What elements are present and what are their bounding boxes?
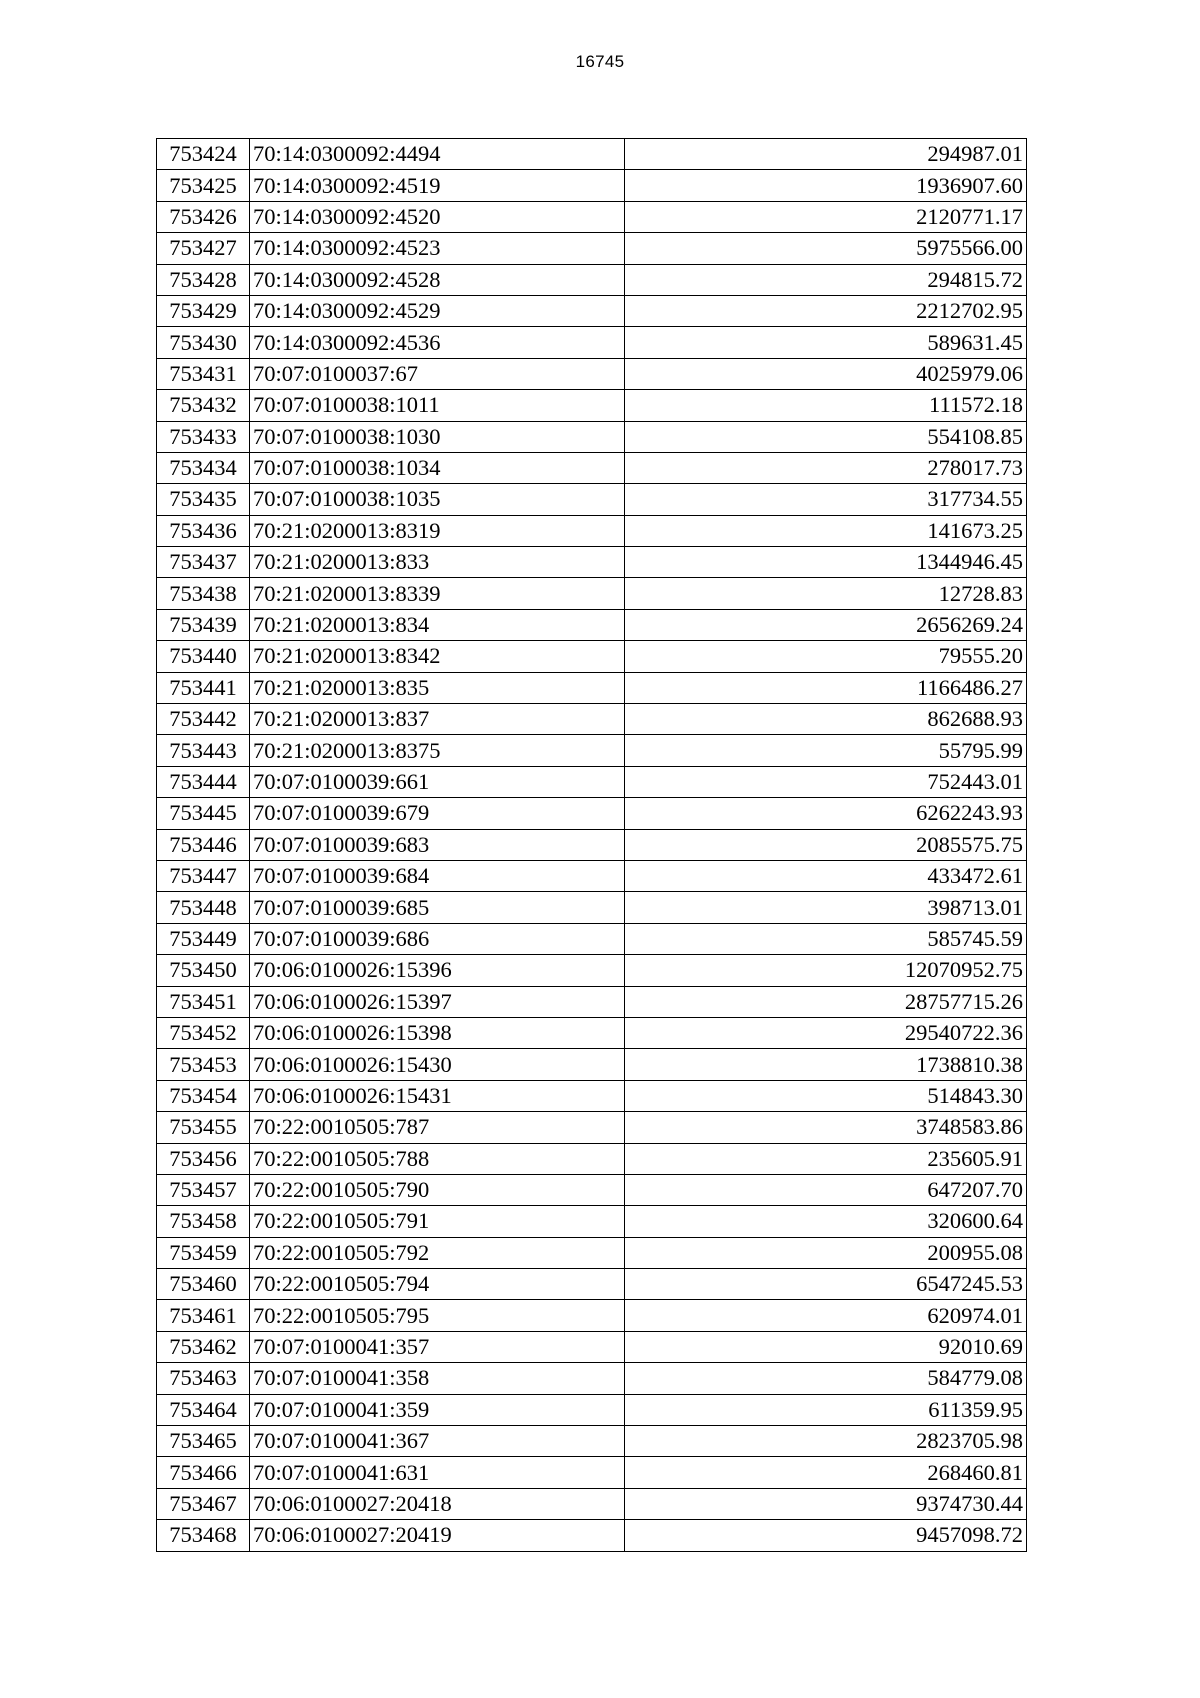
row-number-cell: 753426 (157, 201, 250, 232)
cadastral-number-cell: 70:06:0100027:20419 (250, 1520, 625, 1551)
cadastral-number-cell: 70:22:0010505:791 (250, 1206, 625, 1237)
row-number-cell: 753435 (157, 484, 250, 515)
table-row (157, 452, 1027, 483)
table-row (157, 170, 1027, 201)
row-number-cell: 753459 (157, 1237, 250, 1268)
row-number-cell: 753451 (157, 986, 250, 1017)
cadastral-value-cell: 79555.20 (625, 641, 1027, 672)
row-number-cell: 753450 (157, 955, 250, 986)
cadastral-number-cell: 70:22:0010505:790 (250, 1174, 625, 1205)
row-number-cell: 753448 (157, 892, 250, 923)
table-row (157, 233, 1027, 264)
table-row (157, 547, 1027, 578)
cadastral-number-cell: 70:07:0100037:67 (250, 358, 625, 389)
table-row (157, 766, 1027, 797)
cadastral-value-cell: 294987.01 (625, 139, 1027, 170)
row-number-cell: 753446 (157, 829, 250, 860)
cadastral-value-cell: 2085575.75 (625, 829, 1027, 860)
row-number-cell: 753460 (157, 1269, 250, 1300)
cadastral-number-cell: 70:06:0100027:20418 (250, 1488, 625, 1519)
row-number-cell: 753456 (157, 1143, 250, 1174)
table-row (157, 295, 1027, 326)
cadastral-number-cell: 70:21:0200013:833 (250, 547, 625, 578)
table-row (157, 1017, 1027, 1048)
cadastral-value-cell: 4025979.06 (625, 358, 1027, 389)
table-row (157, 923, 1027, 954)
cadastral-number-cell: 70:14:0300092:4519 (250, 170, 625, 201)
row-number-cell: 753436 (157, 515, 250, 546)
cadastral-value-cell: 1936907.60 (625, 170, 1027, 201)
row-number-cell: 753429 (157, 295, 250, 326)
cadastral-number-cell: 70:14:0300092:4536 (250, 327, 625, 358)
table-row (157, 327, 1027, 358)
cadastral-value-cell: 2212702.95 (625, 295, 1027, 326)
table-body (157, 139, 1027, 1552)
table-row (157, 1174, 1027, 1205)
table-row (157, 139, 1027, 170)
table-row (157, 1206, 1027, 1237)
cadastral-number-cell: 70:14:0300092:4520 (250, 201, 625, 232)
table-row (157, 609, 1027, 640)
table-row (157, 1394, 1027, 1425)
row-number-cell: 753428 (157, 264, 250, 295)
cadastral-value-cell: 268460.81 (625, 1457, 1027, 1488)
cadastral-value-cell: 12070952.75 (625, 955, 1027, 986)
table-row (157, 672, 1027, 703)
cadastral-number-cell: 70:07:0100039:683 (250, 829, 625, 860)
cadastral-number-cell: 70:07:0100038:1034 (250, 452, 625, 483)
cadastral-number-cell: 70:07:0100041:359 (250, 1394, 625, 1425)
table-row (157, 641, 1027, 672)
cadastral-value-cell: 611359.95 (625, 1394, 1027, 1425)
cadastral-value-cell: 111572.18 (625, 390, 1027, 421)
table-row (157, 1112, 1027, 1143)
cadastral-value-cell: 2823705.98 (625, 1426, 1027, 1457)
row-number-cell: 753430 (157, 327, 250, 358)
cadastral-value-cell: 317734.55 (625, 484, 1027, 515)
row-number-cell: 753449 (157, 923, 250, 954)
table-row (157, 1080, 1027, 1111)
table-row (157, 358, 1027, 389)
row-number-cell: 753433 (157, 421, 250, 452)
table-row (157, 1143, 1027, 1174)
row-number-cell: 753467 (157, 1488, 250, 1519)
row-number-cell: 753461 (157, 1300, 250, 1331)
row-number-cell: 753455 (157, 1112, 250, 1143)
cadastral-number-cell: 70:07:0100038:1035 (250, 484, 625, 515)
cadastral-value-cell: 620974.01 (625, 1300, 1027, 1331)
cadastral-value-cell: 12728.83 (625, 578, 1027, 609)
cadastral-value-cell: 647207.70 (625, 1174, 1027, 1205)
table-row (157, 201, 1027, 232)
row-number-cell: 753457 (157, 1174, 250, 1205)
cadastral-value-cell: 9374730.44 (625, 1488, 1027, 1519)
cadastral-number-cell: 70:22:0010505:794 (250, 1269, 625, 1300)
row-number-cell: 753440 (157, 641, 250, 672)
cadastral-value-table (156, 138, 1027, 1552)
row-number-cell: 753431 (157, 358, 250, 389)
cadastral-value-cell: 2120771.17 (625, 201, 1027, 232)
table-row (157, 955, 1027, 986)
cadastral-number-cell: 70:07:0100039:686 (250, 923, 625, 954)
table-row (157, 421, 1027, 452)
cadastral-number-cell: 70:06:0100026:15431 (250, 1080, 625, 1111)
row-number-cell: 753453 (157, 1049, 250, 1080)
cadastral-number-cell: 70:21:0200013:834 (250, 609, 625, 640)
table-row (157, 735, 1027, 766)
table-row (157, 1457, 1027, 1488)
table-row (157, 515, 1027, 546)
row-number-cell: 753452 (157, 1017, 250, 1048)
row-number-cell: 753447 (157, 860, 250, 891)
row-number-cell: 753442 (157, 704, 250, 735)
cadastral-number-cell: 70:22:0010505:795 (250, 1300, 625, 1331)
table-row (157, 578, 1027, 609)
row-number-cell: 753425 (157, 170, 250, 201)
cadastral-number-cell: 70:07:0100039:661 (250, 766, 625, 797)
table-row (157, 1049, 1027, 1080)
cadastral-value-cell: 433472.61 (625, 860, 1027, 891)
cadastral-number-cell: 70:14:0300092:4528 (250, 264, 625, 295)
cadastral-number-cell: 70:07:0100039:679 (250, 798, 625, 829)
cadastral-value-cell: 294815.72 (625, 264, 1027, 295)
cadastral-value-cell: 585745.59 (625, 923, 1027, 954)
table-row (157, 484, 1027, 515)
row-number-cell: 753462 (157, 1331, 250, 1362)
row-number-cell: 753464 (157, 1394, 250, 1425)
cadastral-number-cell: 70:06:0100026:15398 (250, 1017, 625, 1048)
cadastral-value-cell: 55795.99 (625, 735, 1027, 766)
cadastral-number-cell: 70:06:0100026:15397 (250, 986, 625, 1017)
cadastral-number-cell: 70:14:0300092:4494 (250, 139, 625, 170)
cadastral-value-cell: 200955.08 (625, 1237, 1027, 1268)
cadastral-number-cell: 70:14:0300092:4529 (250, 295, 625, 326)
cadastral-value-cell: 235605.91 (625, 1143, 1027, 1174)
cadastral-value-cell: 589631.45 (625, 327, 1027, 358)
table-row (157, 1237, 1027, 1268)
cadastral-number-cell: 70:06:0100026:15430 (250, 1049, 625, 1080)
row-number-cell: 753468 (157, 1520, 250, 1551)
table-row (157, 860, 1027, 891)
cadastral-number-cell: 70:22:0010505:792 (250, 1237, 625, 1268)
cadastral-value-cell: 320600.64 (625, 1206, 1027, 1237)
table-row (157, 1269, 1027, 1300)
row-number-cell: 753427 (157, 233, 250, 264)
cadastral-number-cell: 70:21:0200013:8342 (250, 641, 625, 672)
row-number-cell: 753441 (157, 672, 250, 703)
cadastral-number-cell: 70:21:0200013:8375 (250, 735, 625, 766)
cadastral-value-cell: 28757715.26 (625, 986, 1027, 1017)
cadastral-value-cell: 584779.08 (625, 1363, 1027, 1394)
row-number-cell: 753424 (157, 139, 250, 170)
row-number-cell: 753466 (157, 1457, 250, 1488)
table-row (157, 798, 1027, 829)
cadastral-number-cell: 70:21:0200013:837 (250, 704, 625, 735)
cadastral-number-cell: 70:22:0010505:788 (250, 1143, 625, 1174)
cadastral-value-cell: 29540722.36 (625, 1017, 1027, 1048)
row-number-cell: 753465 (157, 1426, 250, 1457)
row-number-cell: 753434 (157, 452, 250, 483)
cadastral-number-cell: 70:06:0100026:15396 (250, 955, 625, 986)
cadastral-value-cell: 141673.25 (625, 515, 1027, 546)
table-row (157, 704, 1027, 735)
cadastral-number-cell: 70:07:0100039:684 (250, 860, 625, 891)
table-row (157, 829, 1027, 860)
cadastral-number-cell: 70:07:0100039:685 (250, 892, 625, 923)
row-number-cell: 753432 (157, 390, 250, 421)
row-number-cell: 753445 (157, 798, 250, 829)
cadastral-value-cell: 398713.01 (625, 892, 1027, 923)
table-row (157, 1426, 1027, 1457)
cadastral-number-cell: 70:22:0010505:787 (250, 1112, 625, 1143)
cadastral-value-cell: 554108.85 (625, 421, 1027, 452)
cadastral-value-cell: 6547245.53 (625, 1269, 1027, 1300)
cadastral-value-cell: 278017.73 (625, 452, 1027, 483)
cadastral-value-cell: 6262243.93 (625, 798, 1027, 829)
cadastral-value-cell: 1738810.38 (625, 1049, 1027, 1080)
row-number-cell: 753439 (157, 609, 250, 640)
table-row (157, 1331, 1027, 1362)
cadastral-number-cell: 70:14:0300092:4523 (250, 233, 625, 264)
table-row (157, 1300, 1027, 1331)
table-row (157, 390, 1027, 421)
row-number-cell: 753463 (157, 1363, 250, 1394)
table-row (157, 986, 1027, 1017)
table-row (157, 1520, 1027, 1551)
cadastral-value-cell: 514843.30 (625, 1080, 1027, 1111)
cadastral-value-cell: 1166486.27 (625, 672, 1027, 703)
cadastral-number-cell: 70:07:0100038:1030 (250, 421, 625, 452)
page-number: 16745 (575, 52, 625, 71)
cadastral-value-cell: 9457098.72 (625, 1520, 1027, 1551)
row-number-cell: 753438 (157, 578, 250, 609)
row-number-cell: 753437 (157, 547, 250, 578)
cadastral-value-cell: 1344946.45 (625, 547, 1027, 578)
cadastral-number-cell: 70:07:0100041:357 (250, 1331, 625, 1362)
table-row (157, 1488, 1027, 1519)
cadastral-value-cell: 862688.93 (625, 704, 1027, 735)
cadastral-number-cell: 70:07:0100041:631 (250, 1457, 625, 1488)
cadastral-value-cell: 2656269.24 (625, 609, 1027, 640)
cadastral-value-cell: 92010.69 (625, 1331, 1027, 1362)
row-number-cell: 753454 (157, 1080, 250, 1111)
table-row (157, 1363, 1027, 1394)
table-row (157, 892, 1027, 923)
cadastral-number-cell: 70:21:0200013:835 (250, 672, 625, 703)
table-row (157, 264, 1027, 295)
cadastral-value-cell: 5975566.00 (625, 233, 1027, 264)
row-number-cell: 753444 (157, 766, 250, 797)
cadastral-value-cell: 752443.01 (625, 766, 1027, 797)
cadastral-number-cell: 70:07:0100038:1011 (250, 390, 625, 421)
row-number-cell: 753443 (157, 735, 250, 766)
cadastral-value-cell: 3748583.86 (625, 1112, 1027, 1143)
cadastral-number-cell: 70:07:0100041:367 (250, 1426, 625, 1457)
cadastral-number-cell: 70:21:0200013:8339 (250, 578, 625, 609)
cadastral-number-cell: 70:21:0200013:8319 (250, 515, 625, 546)
row-number-cell: 753458 (157, 1206, 250, 1237)
cadastral-number-cell: 70:07:0100041:358 (250, 1363, 625, 1394)
